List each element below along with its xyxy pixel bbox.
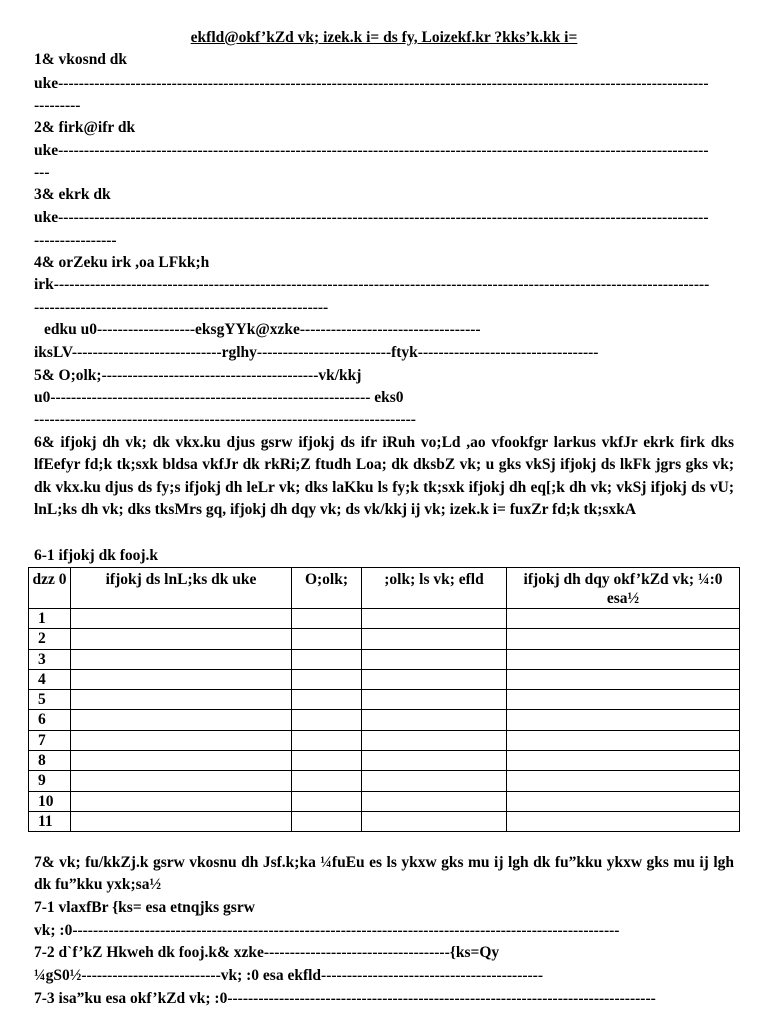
- table-row: [29, 669, 740, 689]
- col-monthly-income-header: ;olk; ls vk; efld: [362, 568, 507, 609]
- mother-name-label: 3& ekrk dk: [34, 186, 111, 203]
- member-name-cell[interactable]: [71, 751, 292, 771]
- member-name-cell[interactable]: [71, 609, 292, 629]
- post-tehsil-district-line: iksLV-----------------------------rglhy--------------------------ftyk-----------------------------------: [34, 344, 599, 361]
- member-name-cell[interactable]: [71, 669, 292, 689]
- member-name-cell[interactable]: [71, 791, 292, 811]
- annual-income-cell[interactable]: [507, 771, 740, 791]
- occupation-cell[interactable]: [292, 791, 362, 811]
- unorganized-sector-label: 7-1 vlaxfBr {ks= esa etnqjks gsrw: [34, 899, 255, 916]
- business-line-cont: --------------------------------------------------------------------------: [34, 411, 416, 428]
- col-occupation-header: O;olk;: [292, 568, 362, 609]
- row-serial-cell: 3: [29, 649, 71, 669]
- family-income-paragraph: 6& ifjokj dh vk; dk vkx.ku djus gsrw ifjokj ds ifr iRuh vo;Ld ,ao vfookfgr larkus vkfJr ekrk firk dks lfEefyr fd;k tk;sxk bldsa vkfJr dk rkRi;Z ftudh Loa; dk dksbZ vk; u gks vkSj ifjokj ds lkFk jgrs gks vk; dk vkx.ku djus ds fy;s ifjokj dh leLr vk; dks laKku ls fy;k tk;sxk ifjokj dh eq[;k dh vk; vkSj ifjokj ds vU; lnL;ks dh vk; dks tksMrs gq, ifjokj dh dqy vk; ds vk/kkj ij vk; izek.k i= fuxZr fd;k tk;sxkA: [34, 434, 734, 518]
- annual-income-cell[interactable]: [507, 669, 740, 689]
- table-row: [29, 771, 740, 791]
- row-serial-cell: 4: [29, 669, 71, 689]
- business-label: 5& O;olk;------------------------------------------vk/kkj: [34, 367, 362, 384]
- occupation-cell[interactable]: [292, 751, 362, 771]
- applicant-name-line-cont: ---------: [34, 97, 81, 114]
- row-serial-cell: 1: [29, 609, 71, 629]
- col-annual-income-header: ifjokj dh dqy okf’kZd vk; ¼:0 esa½: [507, 568, 740, 609]
- mother-name-line: uke------------------------------------------------------------------------------------------------------------------------------: [34, 209, 709, 226]
- father-husband-name-line-cont: ---: [34, 164, 50, 181]
- monthly-income-cell[interactable]: [362, 811, 507, 831]
- col-serial-header: dzz 0: [29, 568, 71, 609]
- form-title: ekfld@okf’kZd vk; izek.k i= ds fy, Loizekf.kr ?kks’k.kk i=: [190, 29, 578, 46]
- occupation-cell[interactable]: [292, 771, 362, 791]
- annual-income-cell[interactable]: [507, 710, 740, 730]
- pension-income-line: 7-3 isa”ku esa okf’kZd vk; :0-----------------------------------------------------------------------------------: [34, 990, 656, 1007]
- occupation-cell[interactable]: [292, 649, 362, 669]
- row-serial-cell: 11: [29, 811, 71, 831]
- monthly-income-cell[interactable]: [362, 649, 507, 669]
- monthly-income-cell[interactable]: [362, 771, 507, 791]
- applicant-name-line: uke------------------------------------------------------------------------------------------------------------------------------: [34, 75, 709, 92]
- annual-income-cell[interactable]: [507, 649, 740, 669]
- applicant-name-label: 1& vkosnd dk: [34, 51, 128, 68]
- monthly-income-cell[interactable]: [362, 669, 507, 689]
- annual-income-cell[interactable]: [507, 730, 740, 750]
- table-row: [29, 811, 740, 831]
- row-serial-cell: 7: [29, 730, 71, 750]
- annual-income-cell[interactable]: [507, 751, 740, 771]
- annual-income-cell[interactable]: [507, 690, 740, 710]
- member-name-cell[interactable]: [71, 710, 292, 730]
- father-husband-name-label: 2& firk@ifr dk: [34, 119, 136, 136]
- monthly-income-cell[interactable]: [362, 791, 507, 811]
- annual-income-cell[interactable]: [507, 811, 740, 831]
- occupation-cell[interactable]: [292, 690, 362, 710]
- annual-income-cell[interactable]: [507, 791, 740, 811]
- occupation-cell[interactable]: [292, 629, 362, 649]
- member-name-cell[interactable]: [71, 811, 292, 831]
- row-serial-cell: 10: [29, 791, 71, 811]
- table-row: [29, 710, 740, 730]
- annual-income-cell[interactable]: [507, 609, 740, 629]
- member-name-cell[interactable]: [71, 690, 292, 710]
- agri-area-income-line: ¼gS0½---------------------------vk; :0 esa ekfld-------------------------------------------: [34, 967, 544, 984]
- row-serial-cell: 9: [29, 771, 71, 791]
- table-row: [29, 649, 740, 669]
- address-line-cont: ---------------------------------------------------------: [34, 299, 329, 316]
- table-header-row: [29, 568, 740, 609]
- col-member-name-header: ifjokj ds lnL;ks dk uke: [71, 568, 292, 609]
- address-label: 4& orZeku irk ,oa LFkk;h: [34, 254, 210, 271]
- monthly-income-cell[interactable]: [362, 730, 507, 750]
- row-serial-cell: 8: [29, 751, 71, 771]
- monthly-income-cell[interactable]: [362, 710, 507, 730]
- occupation-cell[interactable]: [292, 669, 362, 689]
- table-row: [29, 690, 740, 710]
- row-serial-cell: 2: [29, 629, 71, 649]
- monthly-income-cell[interactable]: [362, 690, 507, 710]
- address-line: irk-------------------------------------------------------------------------------------------------------------------------------: [34, 276, 710, 293]
- family-details-heading: 6-1 ifjokj dk fooj.k: [34, 547, 159, 564]
- family-details-table: [28, 567, 740, 832]
- business-number-line: u0-------------------------------------------------------------- eks0: [34, 389, 404, 406]
- member-name-cell[interactable]: [71, 629, 292, 649]
- occupation-cell[interactable]: [292, 609, 362, 629]
- monthly-income-cell[interactable]: [362, 629, 507, 649]
- occupation-cell[interactable]: [292, 811, 362, 831]
- house-village-line: edku u0-------------------eksgYYk@xzke-----------------------------------: [44, 321, 481, 338]
- occupation-cell[interactable]: [292, 730, 362, 750]
- unorganized-income-line: vk; :0----------------------------------------------------------------------------------------------------------: [34, 922, 620, 939]
- row-serial-cell: 6: [29, 710, 71, 730]
- application-category-paragraph: 7& vk; fu/kkZj.k gsrw vkosnu dh Jsf.k;ka ¼fuEu es ls ykxw gks mu ij lgh dk fu”kku ykxw gks mu ij lgh dk fu”kku yxk;sa½: [34, 854, 734, 894]
- annual-income-cell[interactable]: [507, 629, 740, 649]
- table-row: [29, 791, 740, 811]
- agri-land-line: 7-2 d`f’kZ Hkweh dk fooj.k& xzke------------------------------------{ks=Qy: [34, 944, 500, 961]
- table-row: [29, 751, 740, 771]
- member-name-cell[interactable]: [71, 649, 292, 669]
- table-row: [29, 629, 740, 649]
- member-name-cell[interactable]: [71, 730, 292, 750]
- occupation-cell[interactable]: [292, 710, 362, 730]
- table-row: [29, 609, 740, 629]
- monthly-income-cell[interactable]: [362, 609, 507, 629]
- row-serial-cell: 5: [29, 690, 71, 710]
- mother-name-line-cont: ----------------: [34, 232, 117, 249]
- monthly-income-cell[interactable]: [362, 751, 507, 771]
- member-name-cell[interactable]: [71, 771, 292, 791]
- father-husband-name-line: uke------------------------------------------------------------------------------------------------------------------------------: [34, 142, 709, 159]
- table-row: [29, 730, 740, 750]
